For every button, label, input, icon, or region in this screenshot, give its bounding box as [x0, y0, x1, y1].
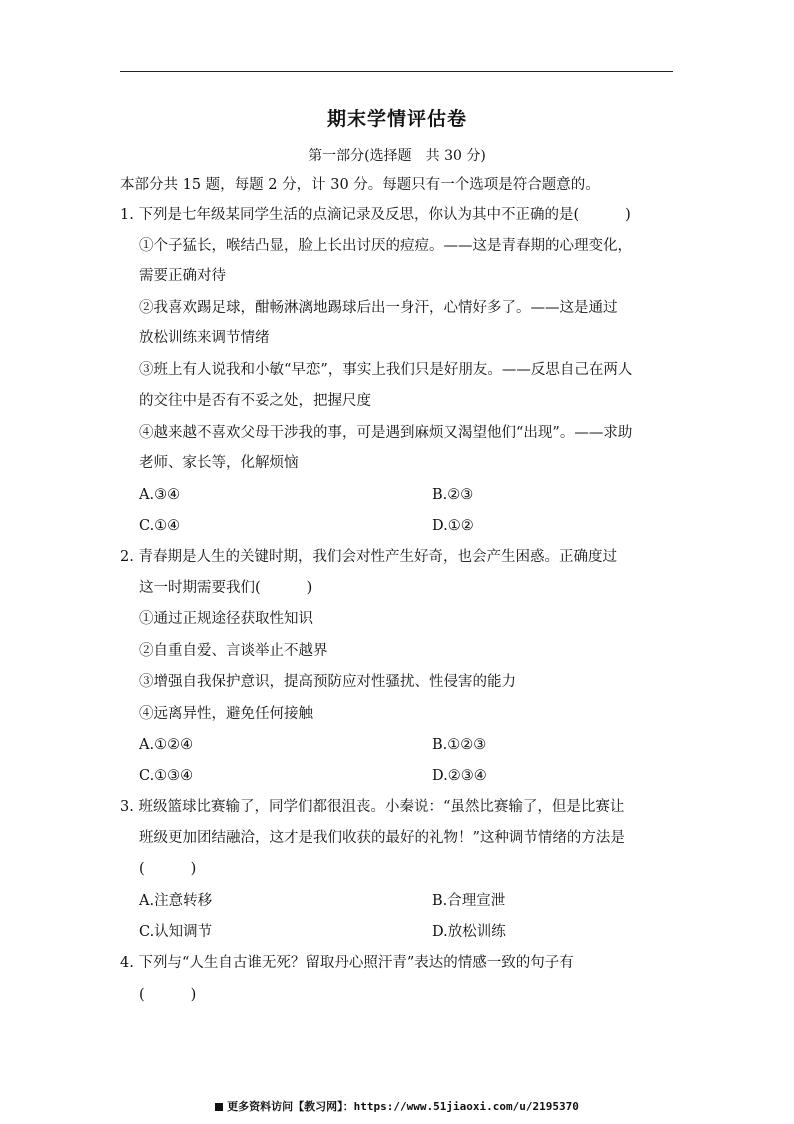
question-4-answer-paren: ( ) [139, 987, 197, 1003]
question-2-option-d[interactable]: D.②③④ [432, 768, 487, 784]
question-3-answer-paren: ( ) [139, 861, 197, 877]
flag-icon [215, 1103, 223, 1111]
question-2-option-c[interactable]: C.①③④ [139, 768, 194, 784]
question-4-stem: 4. 下列与“人生自古谁无死？留取丹心照汗青”表达的情感一致的句子有 [120, 955, 574, 971]
question-3-option-a[interactable]: A.注意转移 [139, 893, 213, 909]
question-3-option-d[interactable]: D.放松训练 [432, 924, 506, 940]
question-2-item: ①通过正规途径获取性知识 [139, 611, 313, 627]
question-2-item: ③增强自我保护意识，提高预防应对性骚扰、性侵害的能力 [139, 674, 516, 690]
question-1-item: 老师、家长等，化解烦恼 [139, 455, 299, 471]
question-1-item: 放松训练来调节情绪 [139, 330, 270, 346]
section-subtitle: 第一部分(选择题 共 30 分) [308, 148, 486, 164]
question-2-stem: 2. 青春期是人生的关键时期，我们会对性产生好奇，也会产生困惑。正确度过 [120, 549, 617, 565]
top-rule [120, 71, 673, 72]
question-1-item: ①个子猛长，喉结凸显，脸上长出讨厌的痘痘。——这是青春期的心理变化， [139, 238, 632, 254]
question-2-option-b[interactable]: B.①②③ [432, 737, 487, 753]
page-title: 期末学情评估卷 [326, 108, 467, 130]
question-1-stem: 1. 下列是七年级某同学生活的点滴记录及反思，你认为其中不正确的是( ) [120, 207, 631, 223]
question-3-option-c[interactable]: C.认知调节 [139, 924, 213, 940]
instructions: 本部分共 15 题，每题 2 分，计 30 分。每题只有一个选项是符合题意的。 [120, 177, 600, 193]
question-2-item: ④远离异性，避免任何接触 [139, 706, 313, 722]
question-2-stem-cont: 这一时期需要我们( ) [139, 580, 313, 596]
question-1-item: ③班上有人说我和小敏“早恋”，事实上我们只是好朋友。——反思自己在两人 [139, 362, 633, 378]
question-1-option-c[interactable]: C.①④ [139, 518, 181, 534]
question-3-option-b[interactable]: B.合理宣泄 [432, 893, 506, 909]
question-2-item: ②自重自爱、言谈举止不越界 [139, 643, 328, 659]
question-3-stem: 3. 班级篮球比赛输了，同学们都很沮丧。小秦说：“虽然比赛输了，但是比赛让 [120, 799, 625, 815]
footer-link[interactable] [0, 1098, 794, 1114]
question-1-item: 需要正确对待 [139, 268, 226, 284]
question-1-item: ②我喜欢踢足球，酣畅淋漓地踢球后出一身汗，心情好多了。——这是通过 [139, 300, 618, 316]
question-1-item: ④越来越不喜欢父母干涉我的事，可是遇到麻烦又渴望他们“出现”。——求助 [139, 425, 633, 441]
question-3-stem-cont: 班级更加团结融洽，这才是我们收获的最好的礼物！”这种调节情绪的方法是 [139, 830, 625, 846]
question-1-option-d[interactable]: D.①② [432, 518, 474, 534]
question-1-item: 的交往中是否有不妥之处，把握尺度 [139, 393, 371, 409]
question-1-option-b[interactable]: B.②③ [432, 487, 474, 503]
question-1-option-a[interactable]: A.③④ [139, 487, 181, 503]
footer-text: 更多资料访问【教习网】：https://www.51jiaoxi.com/u/2195370 [227, 1100, 579, 1113]
question-2-option-a[interactable]: A.①②④ [139, 737, 194, 753]
